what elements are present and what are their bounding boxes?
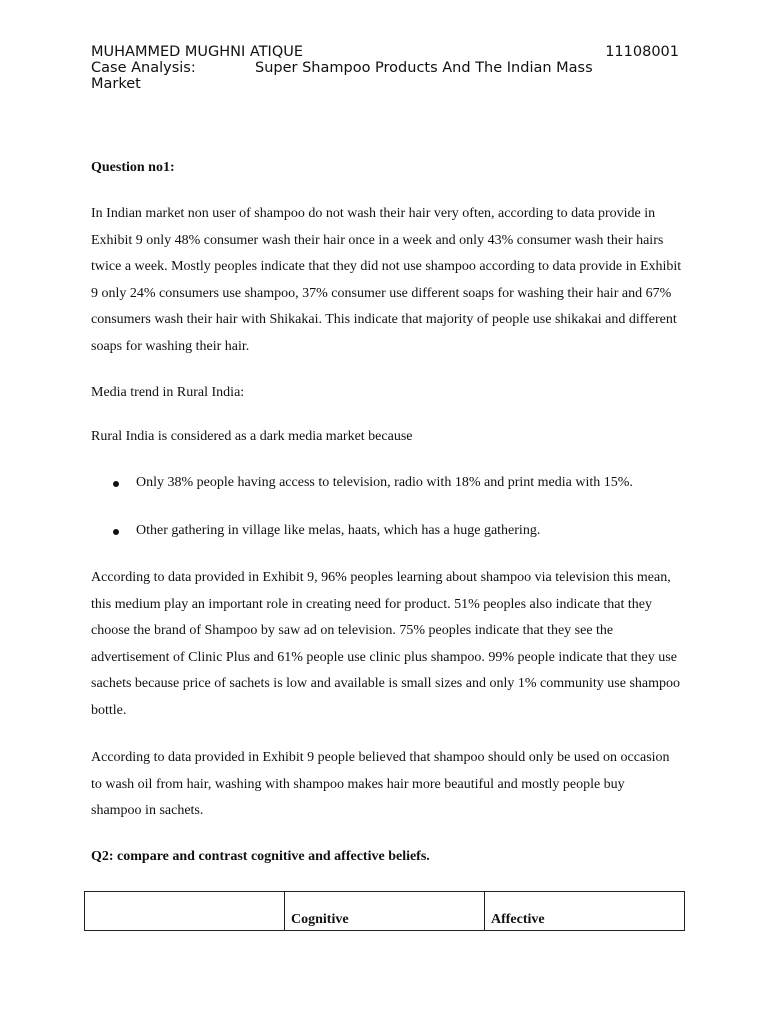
author-name: MUHAMMED MUGHNI ATIQUE [91, 44, 304, 60]
table-header-empty [85, 892, 285, 931]
table-header-cognitive: Cognitive [285, 892, 485, 931]
dark-media-intro [91, 424, 691, 451]
question-2-heading: Q2: compare and contrast cognitive and affective beliefs. [91, 849, 430, 864]
student-id: 11108001 [605, 44, 679, 60]
exhibit-paragraph [91, 565, 687, 725]
header-author-row [91, 44, 679, 60]
header-case-row [91, 60, 679, 76]
case-title: Super Shampoo Products And The Indian Mass [255, 60, 593, 76]
paragraph-text: According to data provided in Exhibit 9 people believed that shampoo should only be used on occasion to wash oil from hair, washing with shampoo makes hair more beautiful and mostly people buy shampoo in sachets. [91, 750, 670, 819]
header-case-row-cont [91, 76, 679, 92]
bullet-text: Other gathering in village like melas, haats, which has a huge gathering. [136, 523, 541, 538]
case-title-continued: Market [91, 76, 141, 92]
media-trend-heading [91, 380, 691, 407]
page-header [91, 44, 679, 92]
case-label: Case Analysis: [91, 60, 196, 76]
beliefs-table [84, 891, 685, 931]
table-row [85, 892, 685, 931]
question-1-heading: Question no1: [91, 160, 175, 175]
bullet-icon [113, 529, 119, 535]
bullet-icon [113, 481, 119, 487]
dark-media-text: Rural India is considered as a dark media market because [91, 429, 413, 444]
media-trend-text: Media trend in Rural India: [91, 385, 245, 400]
paragraph-text: In Indian market non user of shampoo do not wash their hair very often, according to data provide in Exhibit 9 only 48% consumer wash their hair once in a week and only 43% consumer wash their hairs twice a week. Mostly peoples indicate that they did not use shampoo according to data provide in Exhibit 9 only 24% consumers use shampoo, 37% consumer use different soaps for washing their hair and 67% consumers wash their hair with Shikakai. This indicate that majority of people use shikakai and different soaps for washing their hair. [91, 206, 682, 354]
question-1-paragraph [91, 201, 683, 361]
bullet-text: Only 38% people having access to television, radio with 18% and print media with 15%. [136, 475, 633, 490]
beliefs-paragraph [91, 745, 673, 825]
table-header-affective: Affective [485, 892, 685, 931]
paragraph-text: According to data provided in Exhibit 9, 96% peoples learning about shampoo via television this mean, this medium play an important role in creating need for product. 51% peoples also indicate that they choose the brand of Shampoo by saw ad on television. 75% peoples indicate that they see the advertisement of Clinic Plus and 61% people use clinic plus shampoo. 99% people indicate that they use sachets because price of sachets is low and available is small sizes and only 1% community use shampoo bottle. [91, 570, 681, 718]
